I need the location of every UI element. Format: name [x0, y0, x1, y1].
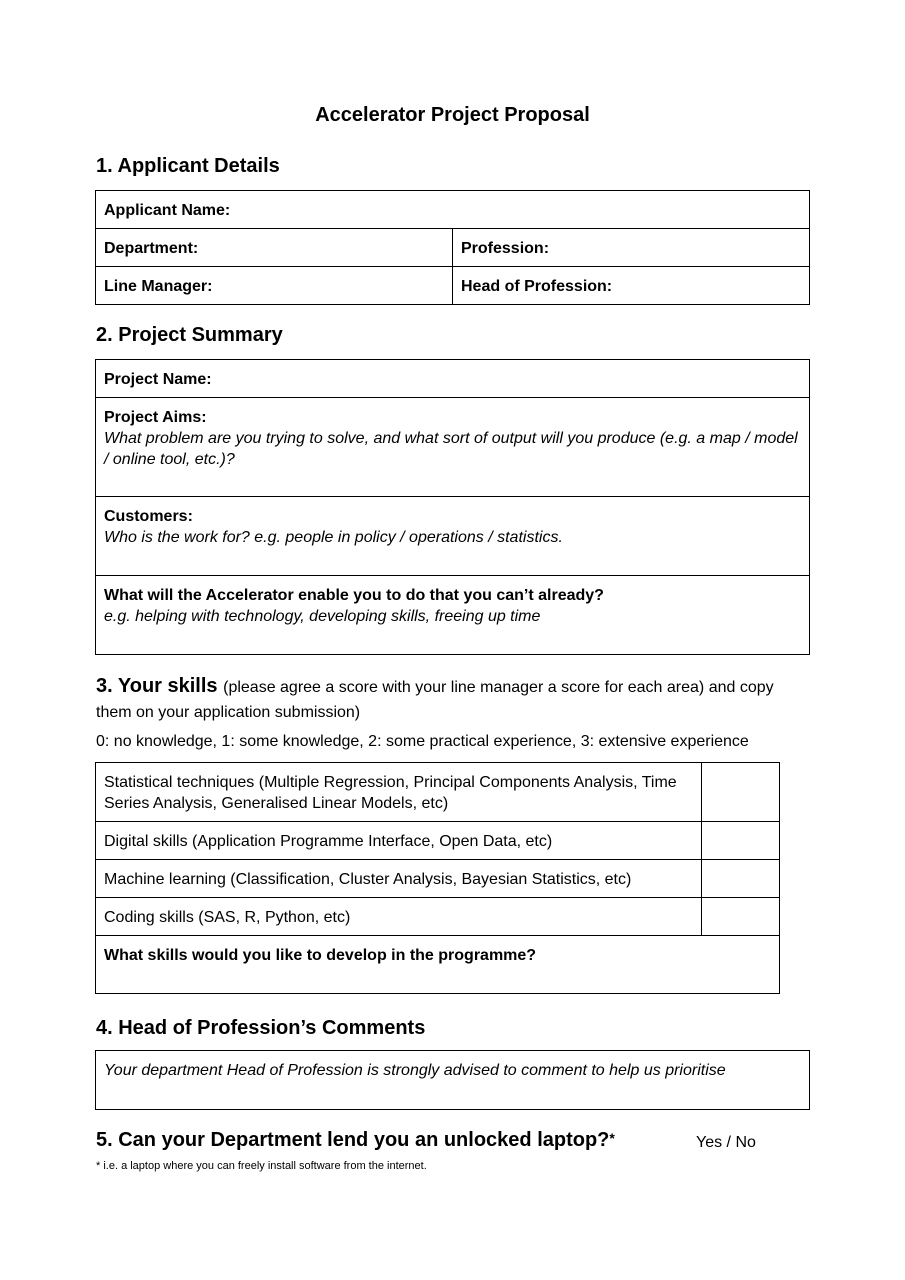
project-aims-field[interactable]	[96, 398, 810, 497]
section-heading-project-summary: 2. Project Summary	[96, 324, 283, 346]
skill-row-label: Digital skills (Application Programme Interface, Open Data, etc)	[96, 822, 702, 860]
accelerator-enable-label: What will the Accelerator enable you to do that you can’t already?	[104, 587, 604, 604]
project-aims-hint: What problem are you trying to solve, and what sort of output will you produce (e.g. a map / model / online tool, etc.)?	[104, 430, 798, 468]
applicant-name-label: Applicant Name:	[104, 202, 231, 219]
project-aims-label: Project Aims:	[104, 409, 207, 426]
section-heading-your-skills	[96, 675, 774, 698]
skill-score-scale: 0: no knowledge, 1: some knowledge, 2: some practical experience, 3: extensive experience	[96, 733, 749, 750]
project-name-label: Project Name:	[104, 371, 212, 388]
laptop-footnote: * i.e. a laptop where you can freely install software from the internet.	[96, 1160, 427, 1172]
your-skills-note-line1: (please agree a score with your line manager a score for each area) and copy	[223, 679, 774, 696]
skill-row-label: Coding skills (SAS, R, Python, etc)	[96, 898, 702, 936]
skill-row-label: Statistical techniques (Multiple Regression, Principal Components Analysis, Time Series Analysis, Generalised Linear Models, etc)	[96, 763, 702, 822]
document-title: Accelerator Project Proposal	[315, 104, 590, 126]
skills-table	[95, 762, 780, 994]
your-skills-heading-text: 3. Your skills	[96, 675, 218, 697]
department-label: Department:	[104, 240, 199, 257]
project-summary-table	[95, 359, 810, 655]
accelerator-enable-field[interactable]	[96, 576, 810, 655]
accelerator-enable-hint: e.g. helping with technology, developing skills, freeing up time	[104, 608, 541, 625]
customers-label: Customers:	[104, 508, 193, 525]
skills-to-develop-label: What skills would you like to develop in the programme?	[104, 947, 537, 964]
head-of-profession-field[interactable]	[453, 267, 810, 305]
laptop-question-text: 5. Can your Department lend you an unlocked laptop?	[96, 1129, 610, 1151]
profession-field[interactable]	[453, 229, 810, 267]
laptop-yes-no-options[interactable]: Yes / No	[696, 1134, 756, 1151]
skill-score-cell[interactable]	[702, 822, 780, 860]
head-of-profession-label: Head of Profession:	[461, 278, 613, 295]
department-field[interactable]	[96, 229, 453, 267]
applicant-name-field[interactable]	[96, 191, 810, 229]
hop-comments-table	[95, 1050, 810, 1110]
applicant-details-table	[95, 190, 810, 305]
profession-label: Profession:	[461, 240, 550, 257]
customers-field[interactable]	[96, 497, 810, 576]
section-heading-laptop	[96, 1129, 615, 1152]
section-heading-applicant-details: 1. Applicant Details	[96, 155, 280, 177]
line-manager-label: Line Manager:	[104, 278, 213, 295]
customers-hint: Who is the work for? e.g. people in policy / operations / statistics.	[104, 529, 563, 546]
project-name-field[interactable]	[96, 360, 810, 398]
skill-score-cell[interactable]	[702, 763, 780, 822]
skill-row-label: Machine learning (Classification, Cluster Analysis, Bayesian Statistics, etc)	[96, 860, 702, 898]
hop-comments-field[interactable]	[96, 1051, 810, 1110]
skills-to-develop-field[interactable]	[96, 936, 780, 994]
laptop-question-asterisk: *	[609, 1130, 615, 1146]
skill-score-cell[interactable]	[702, 860, 780, 898]
your-skills-note-line2: them on your application submission)	[96, 704, 361, 721]
section-heading-hop-comments: 4. Head of Profession’s Comments	[96, 1017, 426, 1039]
line-manager-field[interactable]	[96, 267, 453, 305]
skill-score-cell[interactable]	[702, 898, 780, 936]
hop-comments-hint: Your department Head of Profession is strongly advised to comment to help us prioritise	[104, 1062, 726, 1079]
